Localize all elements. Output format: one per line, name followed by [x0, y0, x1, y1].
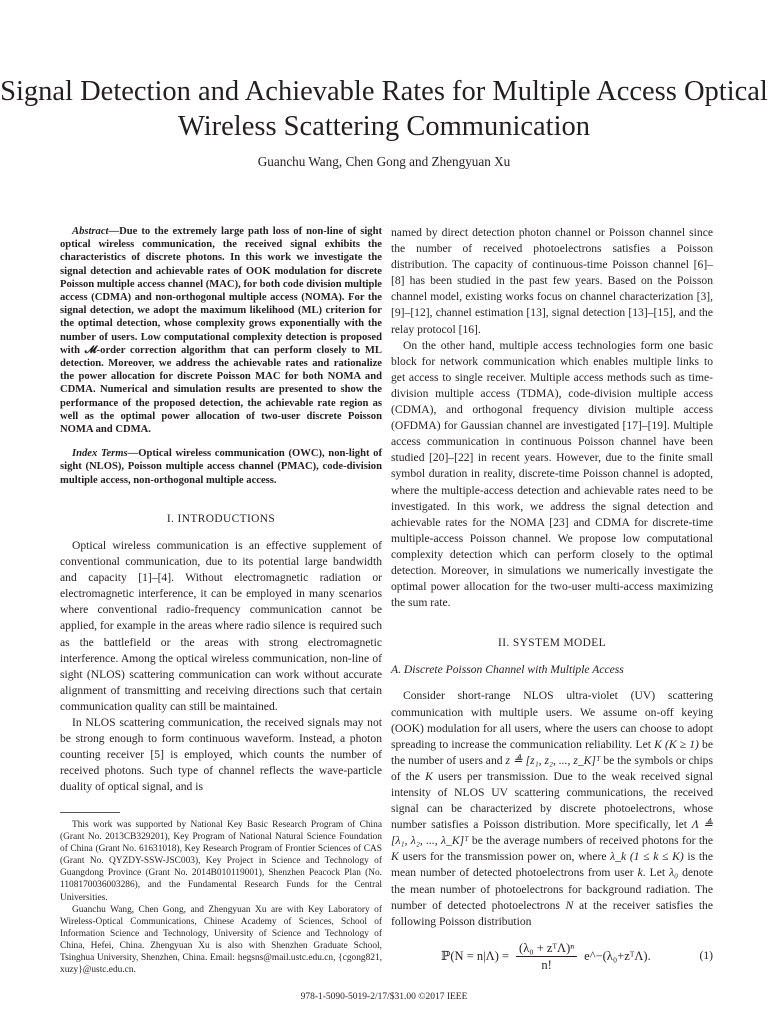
- abstract-text: —Due to the extremely large path loss of non-line of sight optical wireless communication, the received signal exhibits the characteristics of discrete photons. In this work we investigate the signal detection and achievable rates of OOK modulation for discrete Poisson multiple access channel (MAC), for both code division multiple access (CDMA) and non-orthogonal multiple access (NOMA). For the signal detection, we adopt the maximum likelihood (ML) criterion for the optimal detection, whose complexity grows exponentially with the number of users. Low computational complexity detection is proposed with 𝓜-order correction algorithm that can perform closely to ML detection. Moreover, we address the achievable rates and rationalize the power allocation for discrete Poisson MAC for both NOMA and CDMA. Numerical and simulation results are presented to show the performance of the proposed detection, the achievable rate region as well as the optimal power allocation of two-user discrete Poisson NOMA and CDMA.: [60, 226, 382, 436]
- equation-lhs: ℙ(N = n|Λ) =: [441, 949, 510, 964]
- subsection-heading: A. Discrete Poisson Channel with Multiple Access: [391, 663, 624, 677]
- right-paragraph-2: On the other hand, multiple access technologies form one basic block for network communication which enables multiple links to get access to single receiver. Multiple access methods such as time-division multiple access (TDMA), code-division multiple access (CDMA), and orthogonal frequency division multiple access (OFDMA) for Gaussian channel are investigated [17]–[19]. Multiple access communication in continuous Poisson channel have been studied [20]–[22] in recent years. However, due to the finite small symbol duration in reality, discrete-time Poisson channel is adopted, where the multiple-access detection and achievable rates need to be investigated. In this work, we address the signal detection and achievable rates for the NOMA [23] and CDMA for discrete-time multiple-access Poisson channel. We propose low computational complexity detection which can perform closely to the optimal detection. Moreover, in simulations we numerically investigate the optimal power allocation for the two-user multi-access maximizing the sum rate.: [391, 338, 713, 610]
- section-heading-system-model: II. SYSTEM MODEL: [498, 637, 606, 650]
- equation-1: [391, 940, 713, 973]
- abstract-label: Abstract: [72, 226, 109, 237]
- equation-fraction: [516, 940, 577, 973]
- index-terms-text: —Optical wireless communication (OWC), non-light of sight (NLOS), Poisson multiple access channel (PMAC), code-division multiple access, non-orthogonal multiple access.: [60, 448, 382, 486]
- equation-numerator: (λ₀ + zᵀΛ)ⁿ: [516, 940, 577, 957]
- equation-denominator: n!: [541, 957, 552, 972]
- section-heading-introductions: I. INTRODUCTIONS: [166, 512, 276, 525]
- left-column: [60, 225, 382, 795]
- author-list: Guanchu Wang, Chen Gong and Zhengyuan Xu: [257, 154, 511, 169]
- page-footer: 978-1-5090-5019-2/17/$31.00 ©2017 IEEE: [300, 992, 468, 1002]
- equation-number: (1): [699, 949, 713, 963]
- index-terms-label: Index Terms: [72, 448, 128, 460]
- index-terms: [60, 447, 382, 487]
- intro-paragraph-1: Optical wireless communication is an effective supplement of conventional communication, due to its potential large bandwidth and capacity [1]–[4]. Without electromagnetic radiation or electromagnetic interference, it can be employed in many scenarios where conventional radio-frequency communication cannot be applied, for example in the areas where radio silence is required such as the battlefield or the areas with strong electromagnetic interference. Among the optical wireless communication, non-line of sight (NLOS) scattering communication can work without accurate alignment of transmitting and receiving directions such that certain communication quality can still be maintained.: [60, 538, 382, 713]
- equation-body: [441, 940, 651, 973]
- affiliation-footnote: Guanchu Wang, Chen Gong, and Zhengyuan Xu are with Key Laboratory of Wireless-Optical Communications, Chinese Academy of Sciences, School of Information Science and Technology, University of Science and Technology of China, Hefei, China. Zhengyuan Xu is also with Shenzhen Graduate School, Tsinghua University, Shenzhen, China. Email: hegsns@mail.ustc.edu.cn, {cgong821, xuzy}@ustc.edu.cn.: [60, 904, 382, 976]
- intro-paragraph-2: In NLOS scattering communication, the received signals may not be strong enough to form continuous waveform. Instead, a photon counting receiver [5] is employed, which counts the number of received photons. Such type of channel reflects the wave-particle duality of optical signal, and is: [60, 715, 382, 794]
- system-model-paragraph: Consider short-range NLOS ultra-violet (UV) scattering communication with multiple users. We assume on-off keying (OOK) modulation for all users, where the users can choose to adopt spreading to increase the communication reliability. Let K (K ≥ 1) be the number of users and z ≜ [z₁, z₂, ..., z_K]ᵀ be the symbols or chips of the K users per transmission. Due to the weak received signal intensity of NLOS UV scattering communications, the received signal can be characterized by discrete photoelectrons, whose number satisfies a Poisson distribution. More specifically, let Λ ≜ [λ₁, λ₂, ..., λ_K]ᵀ be the average numbers of received photons for the K users for the transmission power on, where λ_k (1 ≤ k ≤ K) is the mean number of detected photoelectrons from user k. Let λ₀ denote the mean number of photoelectrons for background radiation. The number of detected photoelectrons N at the receiver satisfies the following Poisson distribution: [391, 689, 714, 928]
- footnotes: [60, 812, 382, 976]
- funding-footnote: This work was supported by National Key Basic Research Program of China (Grant No. 2013CB329201), Key Program of National Natural Science Foundation of China (Grant No. 61631018), Key Research Program of Frontier Sciences of CAS (Grant No. QYZDY-SSW-JSC003), Key Project in Science and Technology of Guangdong Province (Grant No. 2014B010119001), Shenzhen Peacock Plan (No. 1108170036003286), and the Fundamental Research Funds for the Central Universities.: [60, 820, 382, 903]
- right-column: [391, 225, 713, 973]
- paper-title: Signal Detection and Achievable Rates for Multiple Access Optical Wireless Scattering Communication: [0, 76, 768, 142]
- footnote-divider: [60, 812, 120, 813]
- equation-exponential: e^−(λ₀+zᵀΛ).: [584, 949, 651, 964]
- right-paragraph-1: named by direct detection photon channel or Poisson channel since the number of received photoelectrons satisfies a Poisson distribution. The capacity of continuous-time Poisson channel [6]–[8] has been studied in the past few years. Based on the Poisson channel model, existing works focus on channel characterization [3], [9]–[12], channel estimation [13], signal detection [13]–[15], and the relay protocol [16].: [391, 226, 713, 336]
- abstract: [60, 225, 382, 436]
